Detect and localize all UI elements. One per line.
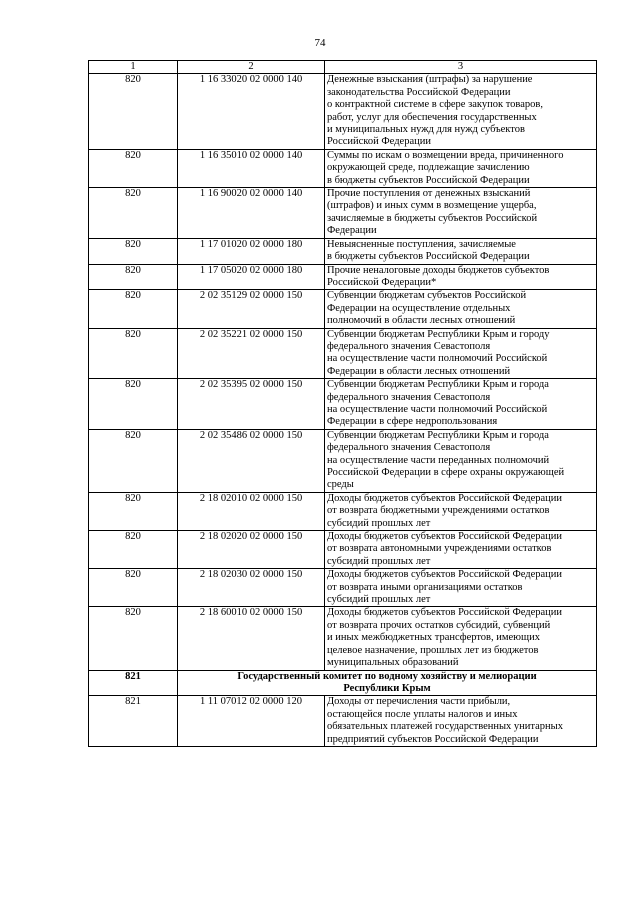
section-title-line: Республики Крым <box>343 682 431 694</box>
description-line: предприятий субъектов Российской Федерации <box>327 733 539 745</box>
description-line: в бюджеты субъектов Российской Федерации <box>327 174 530 186</box>
description-line: Федерации в сфере недропользования <box>327 416 498 428</box>
description-cell <box>325 74 597 149</box>
description-line: среды <box>327 479 354 491</box>
description-line: Федерации <box>327 225 377 237</box>
description-line: в бюджеты субъектов Российской Федерации <box>327 251 530 263</box>
table-row <box>89 696 597 747</box>
section-row <box>89 670 597 696</box>
description-line: от возврата автономными учреждениями остатков <box>327 543 552 555</box>
table-row <box>89 492 597 530</box>
description-line: о контрактной системе в сфере закупок товаров, <box>327 99 543 111</box>
description-line: Доходы бюджетов субъектов Российской Федерации <box>327 492 563 504</box>
section-title-cell <box>178 670 597 696</box>
description-line: и иных межбюджетных трансфертов, имеющих <box>327 632 540 644</box>
table-row <box>89 328 597 379</box>
table-row <box>89 531 597 569</box>
admin-code-cell: 821 <box>89 670 178 696</box>
description-cell <box>325 492 597 530</box>
description-cell <box>325 290 597 328</box>
table-row <box>89 238 597 264</box>
description-line: Денежные взыскания (штрафы) за нарушение <box>327 74 533 86</box>
description-cell <box>325 531 597 569</box>
description-line: Суммы по искам о возмещении вреда, причиненного <box>327 149 564 161</box>
description-line: (штрафов) и иных сумм в возмещение ущерба, <box>327 200 537 212</box>
admin-code-cell: 820 <box>89 328 178 379</box>
description-line: остающейся после уплаты налогов и иных <box>327 708 518 720</box>
description-cell <box>325 429 597 492</box>
description-line: Субвенции бюджетам субъектов Российской <box>327 290 527 302</box>
description-line: Федерации на осуществление отдельных <box>327 302 511 314</box>
description-line: Доходы бюджетов субъектов Российской Федерации <box>327 531 563 543</box>
table-row <box>89 429 597 492</box>
description-line: федерального значения Севастополя <box>327 340 491 352</box>
budget-revenue-table <box>88 60 597 747</box>
section-title-line: Государственный комитет по водному хозяйству и мелиорации <box>237 670 537 682</box>
description-line: федерального значения Севастополя <box>327 442 491 454</box>
table-row <box>89 569 597 607</box>
description-line: и муниципальных нужд для нужд субъектов <box>327 124 525 136</box>
page-number: 74 <box>314 37 326 49</box>
table-row <box>89 188 597 239</box>
admin-code-cell: 820 <box>89 492 178 530</box>
admin-code-cell: 820 <box>89 188 178 239</box>
description-line: Федерации в области лесных отношений <box>327 365 511 377</box>
table-body <box>89 74 597 747</box>
admin-code-cell: 820 <box>89 607 178 670</box>
description-cell <box>325 328 597 379</box>
description-line: Российской Федерации в сфере охраны окружающей <box>327 467 565 478</box>
revenue-code-cell: 2 02 35221 02 0000 150 <box>178 328 325 379</box>
column-header-3: 3 <box>325 61 597 74</box>
description-line: от возврата прочих остатков субсидий, субвенций <box>327 619 551 631</box>
description-line: федерального значения Севастополя <box>327 391 491 403</box>
description-line: субсидий прошлых лет <box>327 517 431 529</box>
table-row <box>89 290 597 328</box>
revenue-code-cell: 1 17 01020 02 0000 180 <box>178 238 325 264</box>
description-line: целевое назначение, прошлых лет из бюджетов <box>327 644 539 656</box>
description-cell <box>325 149 597 187</box>
revenue-code-cell: 1 17 05020 02 0000 180 <box>178 264 325 290</box>
revenue-code-cell: 2 18 02030 02 0000 150 <box>178 569 325 607</box>
revenue-code-cell: 2 18 02020 02 0000 150 <box>178 531 325 569</box>
description-line: обязательных платежей государственных унитарных <box>327 721 563 733</box>
admin-code-cell: 821 <box>89 696 178 747</box>
table-row <box>89 74 597 149</box>
table-header-row <box>89 61 597 74</box>
description-line: полномочий в области лесных отношений <box>327 315 516 327</box>
revenue-code-cell: 1 16 90020 02 0000 140 <box>178 188 325 239</box>
description-line: субсидий прошлых лет <box>327 555 431 567</box>
admin-code-cell: 820 <box>89 569 178 607</box>
description-line: законодательства Российской Федерации <box>327 86 511 98</box>
revenue-code-cell: 2 02 35129 02 0000 150 <box>178 290 325 328</box>
description-line: Субвенции бюджетам Республики Крым и города <box>327 429 549 441</box>
revenue-code-cell: 1 16 33020 02 0000 140 <box>178 74 325 149</box>
table-row <box>89 149 597 187</box>
revenue-code-cell: 2 02 35486 02 0000 150 <box>178 429 325 492</box>
description-line: Доходы бюджетов субъектов Российской Федерации <box>327 607 563 619</box>
description-line: Российской Федерации <box>327 136 431 148</box>
description-cell <box>325 238 597 264</box>
admin-code-cell: 820 <box>89 379 178 430</box>
admin-code-cell: 820 <box>89 531 178 569</box>
description-cell <box>325 379 597 430</box>
revenue-code-cell: 2 02 35395 02 0000 150 <box>178 379 325 430</box>
table-row <box>89 379 597 430</box>
description-line: субсидий прошлых лет <box>327 594 431 606</box>
description-cell <box>325 607 597 670</box>
description-line: Доходы бюджетов субъектов Российской Федерации <box>327 569 563 581</box>
admin-code-cell: 820 <box>89 238 178 264</box>
description-cell <box>325 188 597 239</box>
admin-code-cell: 820 <box>89 149 178 187</box>
revenue-code-cell: 2 18 02010 02 0000 150 <box>178 492 325 530</box>
description-cell <box>325 264 597 290</box>
description-line: Субвенции бюджетам Республики Крым и города <box>327 379 549 391</box>
description-cell <box>325 569 597 607</box>
table-row <box>89 264 597 290</box>
revenue-code-cell: 1 16 35010 02 0000 140 <box>178 149 325 187</box>
admin-code-cell: 820 <box>89 74 178 149</box>
description-line: работ, услуг для обеспечения государственных <box>327 111 537 123</box>
description-line: Доходы от перечисления части прибыли, <box>327 696 511 708</box>
column-header-1: 1 <box>89 61 178 74</box>
description-line: Невыясненные поступления, зачисляемые <box>327 238 516 250</box>
description-line: на осуществление части переданных полномочий <box>327 454 550 466</box>
revenue-code-cell: 1 11 07012 02 0000 120 <box>178 696 325 747</box>
description-cell <box>325 696 597 747</box>
description-line: муниципальных образований <box>327 657 459 669</box>
column-header-2: 2 <box>178 61 325 74</box>
description-line: окружающей среде, подлежащие зачислению <box>327 162 530 174</box>
description-line: на осуществление части полномочий Российской <box>327 353 548 365</box>
description-line: Прочие неналоговые доходы бюджетов субъектов <box>327 264 550 276</box>
admin-code-cell: 820 <box>89 290 178 328</box>
description-line: Российской Федерации* <box>327 276 437 288</box>
admin-code-cell: 820 <box>89 264 178 290</box>
description-line: от возврата иными организациями остатков <box>327 581 523 593</box>
description-line: Прочие поступления от денежных взысканий <box>327 188 531 200</box>
table-row <box>89 607 597 670</box>
description-line: от возврата бюджетными учреждениями остатков <box>327 505 550 517</box>
revenue-code-cell: 2 18 60010 02 0000 150 <box>178 607 325 670</box>
description-line: зачисляемые в бюджеты субъектов Российской <box>327 212 538 224</box>
admin-code-cell: 820 <box>89 429 178 492</box>
description-line: на осуществление части полномочий Российской <box>327 403 548 415</box>
description-line: Субвенции бюджетам Республики Крым и городу <box>327 328 550 340</box>
